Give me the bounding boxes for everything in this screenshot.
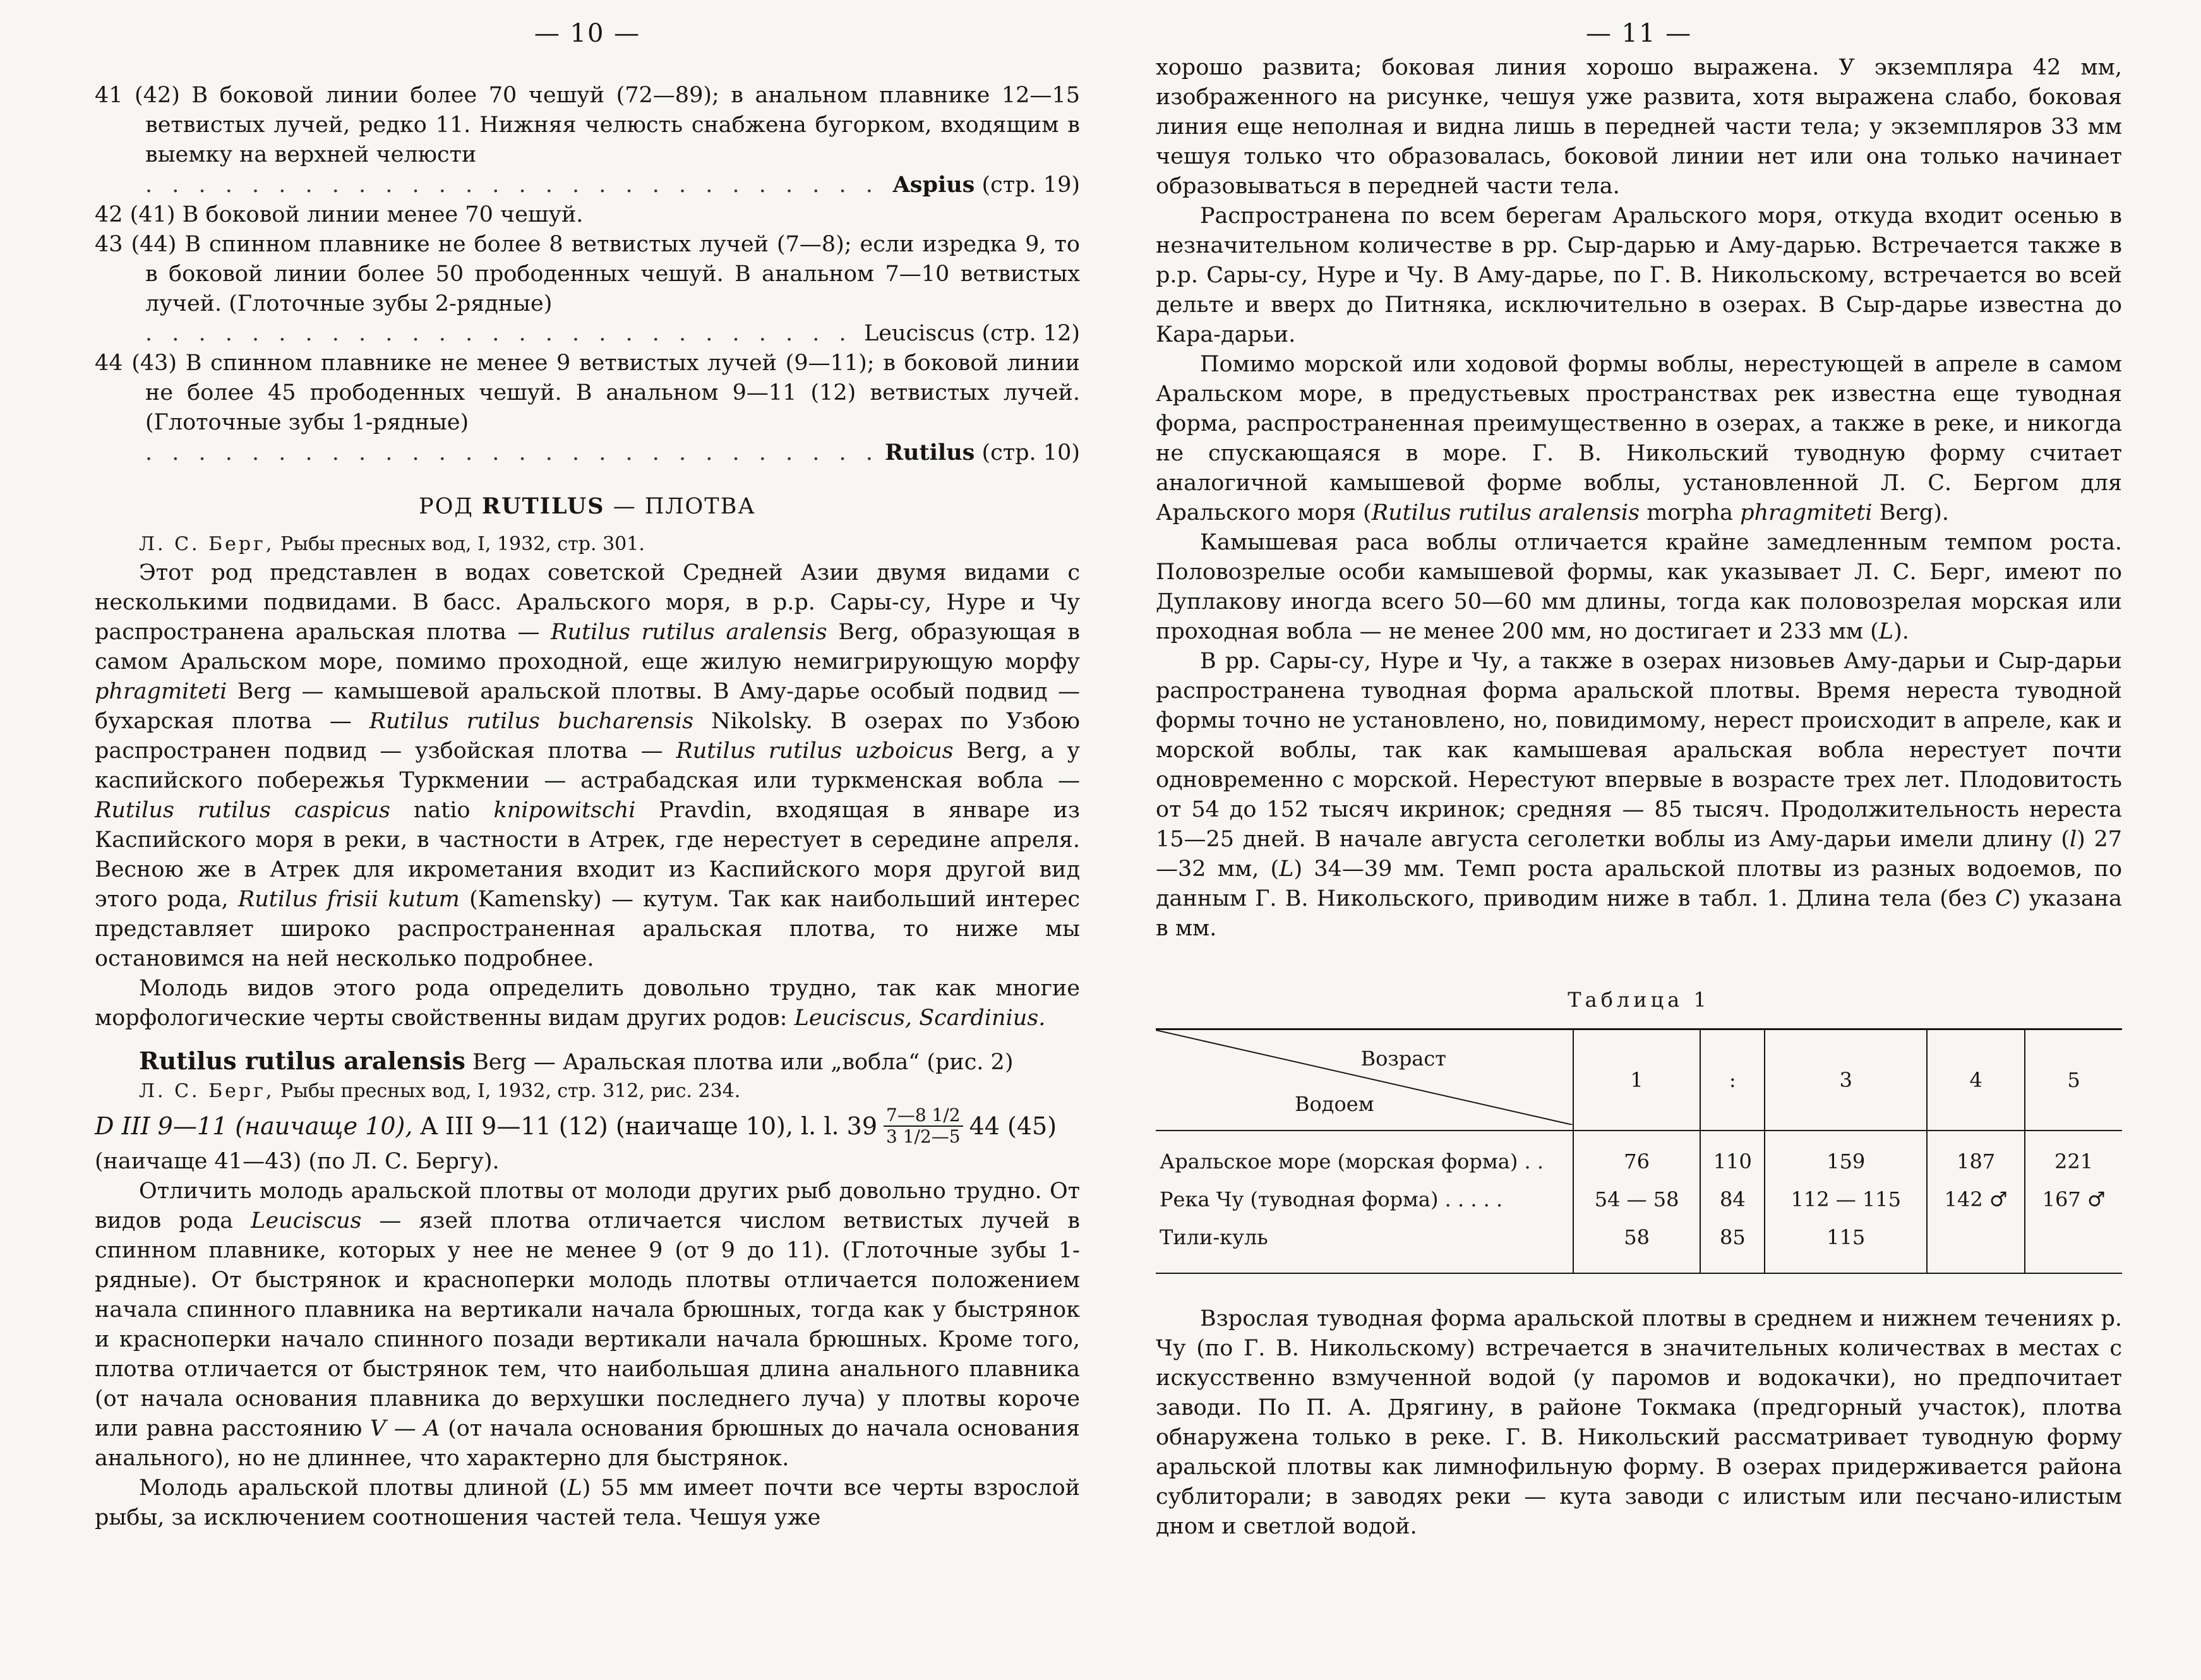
growth-paragraph: Камышевая раса воблы отличается крайне замедленным темпом роста. Половозрелые особи камышевой формы, как указывает Л. С. Берг, имеют по Дуплакову иногда всего 50—60 мм длины, тогда как половозрелая морская или проходная вобла — не менее 200 мм, но достигает и 233 мм (L). [1156,530,2122,644]
key-number: 44 (43) [95,351,177,376]
literature-reference: Л. С. Берг, Рыбы пресных вод, I, 1932, стр. 301. [139,533,645,555]
table-cell [1927,1218,2025,1273]
forms-paragraph: Помимо морской или ходовой формы воблы, нерестующей в апреле в самом Аральском море, в предустьевых пространствах рек известна еще туводная форма, распространенная преимущественно в озерах, а также в реке, и никогда не спускающаяся в море. Г. В. Никольский туводную форму считает аналогичной камышевой форме воблы, установленной Л. С. Бергом для Аральского моря (Rutilus rutilus aralensis morpha phragmiteti Berg). [1156,352,2122,525]
scales-paragraph: хорошо развита; боковая линия хорошо выражена. У экземпляра 42 мм, изображенного на рисунке, чешуя уже развита, хотя выражена слабо, боковая линия еще неполная и видна лишь в передней части тела; у экземпляров 33 мм чешуя только что образовалась, боковой линии нет или она только начинает образовываться в передней части тела. [1156,55,2122,199]
table-cell: 159 [1765,1131,1927,1180]
key-genus: Rutilus [884,440,975,465]
table-cell: 221 [2025,1131,2122,1180]
juvenile-paragraph: Молодь видов этого рода определить довольно трудно, так как многие морфологические черты свойственны видам других родов: Leuciscus, Scardinius. [95,976,1080,1031]
distinction-paragraph: Отличить молодь аральской плотвы от молоди других рыб довольно трудно. От видов рода Leuciscus — язей плотва отличается числом ветвистых лучей в спинном плавнике, которых у нее не менее 9 (от 9 до 11). (Глоточные зубы 1-рядные). От быстрянок и красноперки молодь плотвы отличается положением начала спинного плавника на вертикали начала брюшных, тогда как у быстрянок и красноперки начало спинного позади вертикали начала брюшных. Кроме того, плотва отличается от быстрянок тем, что наибольшая длина анального плавника (от начала основания плавника до верхушки последнего луча) у плотвы короче или равна расстоянию V — A (от начала основания брюшных до начала основания анального), но не длиннее, что характерно для быстрянок. [95,1179,1080,1471]
row-label: Аральское море (морская форма) . . [1160,1149,1544,1173]
key-genus: Leuciscus [864,321,975,346]
table-cell: 187 [1927,1131,2025,1180]
age-column-header: 5 [2025,1029,2122,1131]
juvenile-size-paragraph: Молодь аральской плотвы длиной (L) 55 мм имеет почти все черты взрослой рыбы, за исключением соотношения частей тела. Чешуя уже [95,1475,1080,1530]
key-entry-42 [95,200,1080,230]
table-header-row [1156,1029,2122,1131]
key-entry-43 [95,230,1080,319]
species-heading: Rutilus rutilus aralensis Berg — Аральская плотва или „вобла“ (рис. 2) [139,1047,1014,1075]
table-cell: 112 — 115 [1765,1180,1927,1218]
key-number: 42 (41) [95,202,176,227]
table-row [1156,1180,2122,1218]
table-caption: Таблица 1 [1568,988,1710,1012]
identification-key [95,81,1080,468]
key-entry-41 [95,81,1080,170]
genus-description-paragraph: Этот род представлен в водах советской Средней Азии двумя видами с несколькими подвидами. В басс. Аральского моря, в р.р. Сары-су, Нуре и Чу распространена аральская плотва — Rutilus rutilus aralensis Berg, образующая в самом Аральском море, помимо проходной, еще жилую немигрирующую морфу phragmiteti Berg — камышевой аральской плотвы. В Аму-дарье особый подвид — бухарская плотва — Rutilus rutilus bucharensis Nikolsky. В озерах по Узбою распространен подвид — узбойская плотва — Rutilus rutilus uzboicus Berg, а у каспийского побережья Туркмении — астрабадская или туркменская вобла — Rutilus rutilus caspicus natio knipowitschi Pravdin, входящая в январе из Каспийского моря в реки, в частности в Атрек, где нерестует в середине апреля. Весною же в Атрек для икрометания входит из Каспийского моря другой вид этого рода, Rutilus frisii kutum (Kamensky) — кутум. Так как наибольший интерес представляет широко распространенная аральская плотва, то ниже мы остановимся на ней несколько подробнее. [95,560,1081,971]
age-column-header: 3 [1765,1029,1927,1131]
waterbody-header: Водоем [1295,1092,1374,1116]
distribution-paragraph: Распространена по всем берегам Аральского моря, откуда входит осенью в незначительном количестве в рр. Сыр-дарью и Аму-дарью. Встречается также в р.р. Сары-су, Нуре и Чу. В Аму-дарье, по Г. В. Никольскому, встречается во всей дельте и вверх до Питняка, исключительно в озерах. В Сыр-дарье известна до Кара-дарьи. [1156,203,2122,347]
table-cell: 167 ♂ [2025,1180,2122,1218]
key-text: В спинном плавнике не менее 9 ветвистых лучей (9—11); в боковой линии не более 45 прободенных чешуй. В анальном 9—11 (12) ветвистых лучей. (Глоточные зубы 1-рядные) [145,351,1080,435]
left-page [95,19,1080,1661]
habitat-paragraph: Взрослая туводная форма аральской плотвы в среднем и нижнем течениях р. Чу (по Г. В. Никольскому) встречается в значительных количествах в местах с искусственно взмученной водой (у паромов и водокачки), но предпочитает заводи. По П. А. Дрягину, в районе Токмака (предгорный участок), плотва обнаружена только в реке. Г. В. Никольский рассматривает туводную форму аральской плотвы как лимнофильную форму. В озерах придерживается района сублиторали; в заводях реки — кута заводи с илистым или песчано-илистым дном и светлой водой. [1156,1306,2122,1539]
key-number: 41 (42) [95,83,180,108]
key-page-ref: (стр. 12) [981,321,1080,346]
meristic-formula: D III 9—11 (наичаще 10), A III 9—11 (12) (наичаще 10), l. l. 39 $\frac{7—8 1/2}{3 1/2—5}$ 44 (45) [95,1105,1057,1147]
row-label: Река Чу (туводная форма) . . . . . [1160,1187,1503,1211]
key-text: В боковой линии более 70 чешуй (72—89); в анальном плавнике 12—15 ветвистых лучей, редко 11. Нижняя челюсть снабжена бугорком, входящим в выемку на верхней челюсти [145,83,1080,167]
key-genus: Aspius [892,172,975,198]
table-cell: 54 — 58 [1573,1180,1700,1218]
key-page-ref: (стр. 10) [981,440,1080,465]
age-column-header: : [1700,1029,1765,1131]
table-row [1156,1131,2122,1180]
species-reference: Л. С. Берг, Рыбы пресных вод, I, 1932, стр. 312, рис. 234. [139,1080,741,1102]
key-leader-44 [95,438,1080,468]
right-page [1156,19,2122,1661]
row-label: Тили-куль [1156,1218,1573,1273]
scale-fraction: $\frac{7—8 1/2}{3 1/2—5}$ [884,1105,963,1147]
key-leader-43 [95,319,1080,349]
age-column-header: 1 [1573,1029,1700,1131]
genus-heading: РОД RUTILUS — ПЛОТВА [419,493,756,519]
key-text: В боковой линии менее 70 чешуй. [182,202,584,227]
age-column-header: 4 [1927,1029,2025,1131]
table-cell: 76 [1573,1131,1700,1180]
key-number: 43 (44) [95,232,177,257]
spawning-paragraph: В рр. Сары-су, Нуре и Чу, а также в озерах низовьев Аму-дарьи и Сыр-дарьи распространена туводная форма аральской плотвы. Время нереста туводной формы точно не установлено, но, повидимому, нерест происходит в апреле, как и морской воблы, так как камышевая аральская вобла нерестует почти одновременно с морской. Нерестуют впервые в возрасте трех лет. Плодовитость от 54 до 152 тысяч икринок; средняя — 85 тысяч. Продолжительность нереста 15—25 дней. В начале августа сеголетки воблы из Аму-дарьи имели длину (l) 27—32 мм, (L) 34—39 мм. Темп роста аральской плотвы из разных водоемов, по данным Г. В. Никольского, приводим ниже в табл. 1. Длина тела (без C) указана в мм. [1156,649,2123,941]
age-header: Возраст [1360,1047,1446,1071]
formula-note: (наичаще 41—43) (по Л. С. Бергу). [95,1149,500,1174]
key-entry-44 [95,349,1080,438]
table-cell: 85 [1700,1218,1765,1273]
key-text: В спинном плавнике не более 8 ветвистых лучей (7—8); если изредка 9, то в боковой линии более 50 прободенных чешуй. В анальном 7—10 ветвистых лучей. (Глоточные зубы 2-рядные) [145,232,1080,316]
page-number: — 11 — [1585,19,1693,48]
table-cell: 142 ♂ [1927,1180,2025,1218]
table-cell: 58 [1573,1218,1700,1273]
table-cell: 84 [1700,1180,1765,1218]
page-number: — 10 — [534,19,641,48]
table-corner-cell [1156,1029,1573,1131]
key-page-ref: (стр. 19) [981,172,1080,198]
table-row [1156,1218,2122,1273]
table-cell: 110 [1700,1131,1765,1180]
table-cell [2025,1218,2122,1273]
key-leader-41 [95,170,1080,200]
growth-table [1156,1028,2122,1274]
table-cell: 115 [1765,1218,1927,1273]
